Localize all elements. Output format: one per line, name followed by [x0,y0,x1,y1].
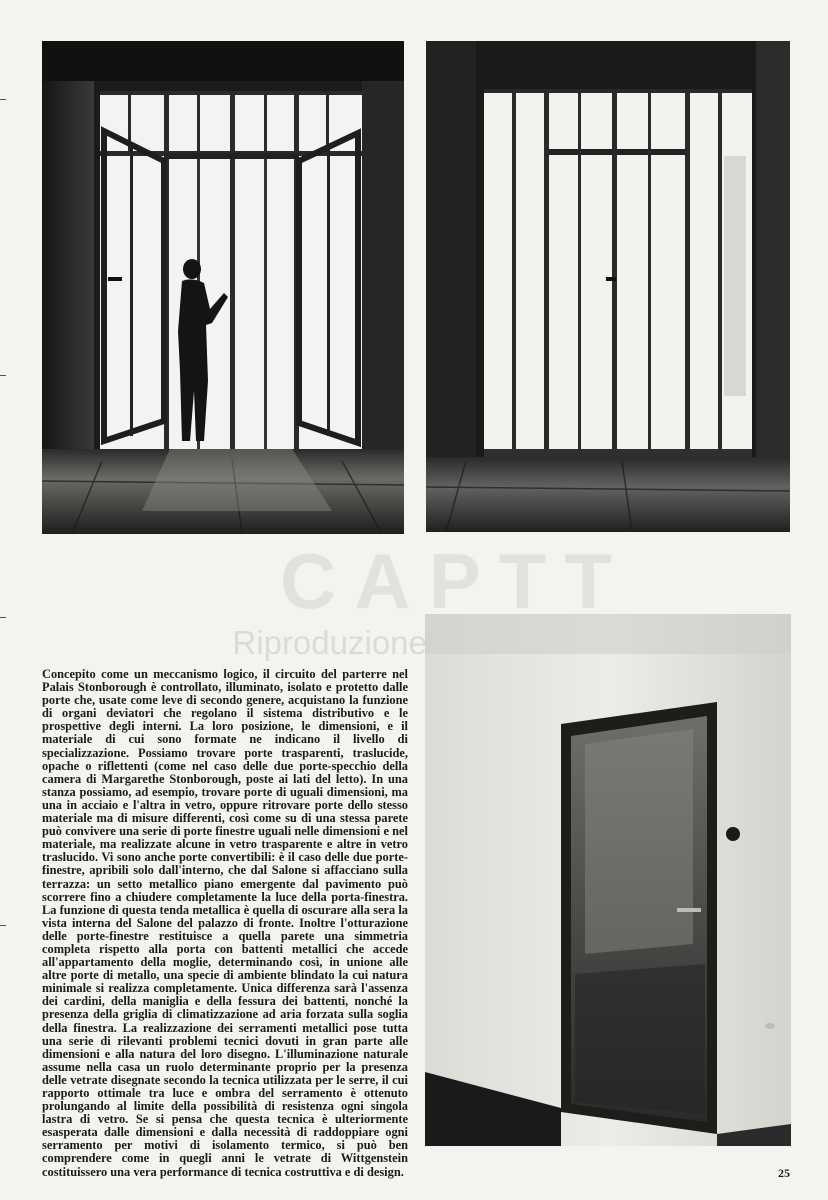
photo-closed-french-doors-image [426,41,790,532]
article-body [42,668,408,1179]
article-paragraph: Concepito come un meccanismo logico, il circuito del parterre nel Palais Stonborough è controllato, illuminato, isolato e protetto dalle porte che, usate come leve di secondo genere, acquistano la funzione di organi deviatori che regolano il sistema distributivo e le prospettive degli interni. La loro posizione, le dimensioni, e il materiale di cui sono formate ne indicano il livello di specializzazione. Possiamo trovare porte trasparenti, traslucide, opache o riflettenti (come nel caso delle due porte-specchio della camera di Margarethe Stonborough, poste ai lati del letto). In una stanza possiamo, ad esempio, trovare porte di uguali dimensioni, ma una in acciaio e l'altra in vetro, oppure ritrovare porte dello stesso materiale ma di misure differenti, così come su di una stessa parete può convivere una serie di porte finestre uguali nelle dimensioni e nel materiale, ma realizzate alcune in vetro trasparente e altre in vetro traslucido. Vi sono anche porte convertibili: è il caso delle due porte-finestre, apribili solo dall'interno, che dal Salone si affacciano sulla terrazza: un setto metallico piano emergente dal pavimento può scorrere fino a chiudere completamente la luce della porta-finestra. La funzione di questa tenda metallica è quella di oscurare alla sera la vista interna del Salone del palazzo di fronte. Inoltre l'otturazione delle porte-finestre restituisce a quella parete una simmetria completa rispetto alla porta con battenti metallici che accede all'appartamento della moglie, determinando così, in unione alle altre porte di metallo, una specie di ambiente blindato la cui natura minimale si realizza completamente. Unica differenza sarà l'assenza dei cardini, della maniglia e della fessura dei battenti, nonché la presenza della griglia di climatizzazione ad aria forzata sulla soglia della finestra. La realizzazione dei serramenti metallici pose tutta una serie di rilevanti problemi tecnici dovuti in gran parte alle dimensioni e alla natura del loro disegno. L'illuminazione naturale assume nella casa un ruolo determinante proprio per la presenza delle vetrate disegnate secondo la tecnica utilizzata per le serre, il cui rapporto ottimale tra luce e ombra del serramento è ottenuto prolungando al limite della possibilità di resistenza ogni singola lastra di vetro. Se si pensa che questa tecnica è ulteriormente esasperata dalle dimensioni e dalla necessità di raddoppiare ogni serramento per motivi di isolamento termico, si può ben comprendere come in quegli anni le vetrate di Wittgenstein costituissero una vera performance di tecnica costruttiva e di design. [42,667,408,1179]
margin-mark [0,99,6,100]
photo-closed-french-doors [426,41,790,532]
photo-open-french-doors [42,41,404,534]
page-number: 25 [778,1166,790,1180]
photo-glass-door [425,614,791,1146]
photo-glass-door-image [425,614,791,1146]
photo-open-french-doors-image [42,41,404,534]
watermark-logo: CAPTT [280,537,630,625]
margin-mark [0,925,6,926]
watermark-text: Riproduzione riservata (R) [232,624,618,661]
margin-mark [0,375,6,376]
margin-mark [0,617,6,618]
